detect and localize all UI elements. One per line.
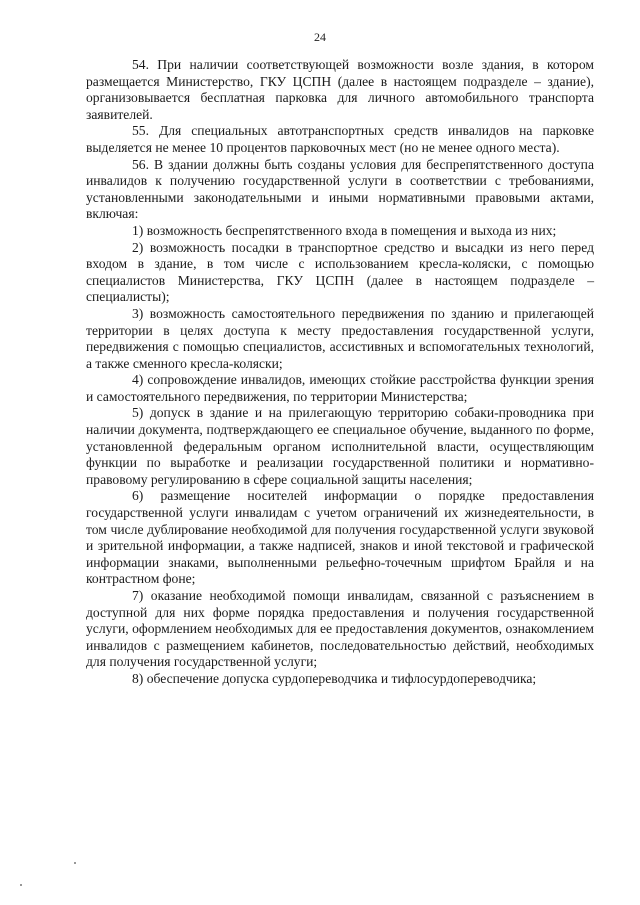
- list-item-1: 1) возможность беспрепятственного входа в помещения и выхода из них;: [132, 222, 557, 238]
- paragraph-55: 55. Для специальных автотранспортных средств инвалидов на парковке выделяется не менее 10 процентов парковочных мест (но не менее одного места).: [86, 123, 594, 155]
- paragraph-56: 56. В здании должны быть созданы условия для беспрепятственного доступа инвалидов к получению государственной услуги в соответствии с требованиями, установленными законодательными и иными нормативными правовыми актами, включая:: [86, 156, 594, 222]
- list-item-8: 8) обеспечение допуска сурдопереводчика и тифлосурдопереводчика;: [132, 670, 537, 686]
- scan-speck: [74, 862, 76, 864]
- list-item-2: 2) возможность посадки в транспортное средство и высадки из него перед входом в здание, в том числе с использованием кресла-коляски, с помощью специалистов Министерства, ГКУ ЦСПН (далее в настоящем подразделе – специалисты);: [86, 239, 594, 305]
- list-item-7: 7) оказание необходимой помощи инвалидам, связанной с разъяснением в доступной для них форме порядка предоставления и получения государственной услуги, оформлением необходимых для ее предоставления документов, ознакомлением инвалидов с размещением кабинетов, последовательностью действий, необходимых для получения государственной услуги;: [86, 588, 594, 670]
- scan-speck: [20, 884, 22, 886]
- list-item-3: 3) возможность самостоятельного передвижения по зданию и прилегающей территории в целях доступа к месту предоставления государственной услуги, передвижения с помощью специалистов, ассистивных и вспомогательных технологий, а также сменного кресла-коляски;: [86, 305, 594, 371]
- page-number: 24: [314, 30, 326, 44]
- page-body: [86, 57, 594, 688]
- list-item-5: 5) допуск в здание и на прилегающую территорию собаки-проводника при наличии документа, подтверждающего ее специальное обучение, выданного по форме, установленной федеральным органом исполнительной власти, осуществляющим функции по выработке и реализации государственной политики и нормативно-правовому регулированию в сфере социальной защиты населения;: [86, 405, 594, 487]
- paragraph-54: 54. При наличии соответствующей возможности возле здания, в котором размещается Министерство, ГКУ ЦСПН (далее в настоящем подразделе – здание), организовывается бесплатная парковка для личного автомобильного транспорта заявителей.: [86, 57, 594, 122]
- list-item-4: 4) сопровождение инвалидов, имеющих стойкие расстройства функции зрения и самостоятельного передвижения, по территории Министерства;: [86, 372, 594, 404]
- list-item-6: 6) размещение носителей информации о порядке предоставления государственной услуги инвалидам с учетом ограничений их жизнедеятельности, в том числе дублирование необходимой для получения государственной услуги звуковой и зрительной информации, а также надписей, знаков и иной текстовой и графической информации знаками, выполненными рельефно-точечным шрифтом Брайля и на контрастном фоне;: [86, 488, 594, 587]
